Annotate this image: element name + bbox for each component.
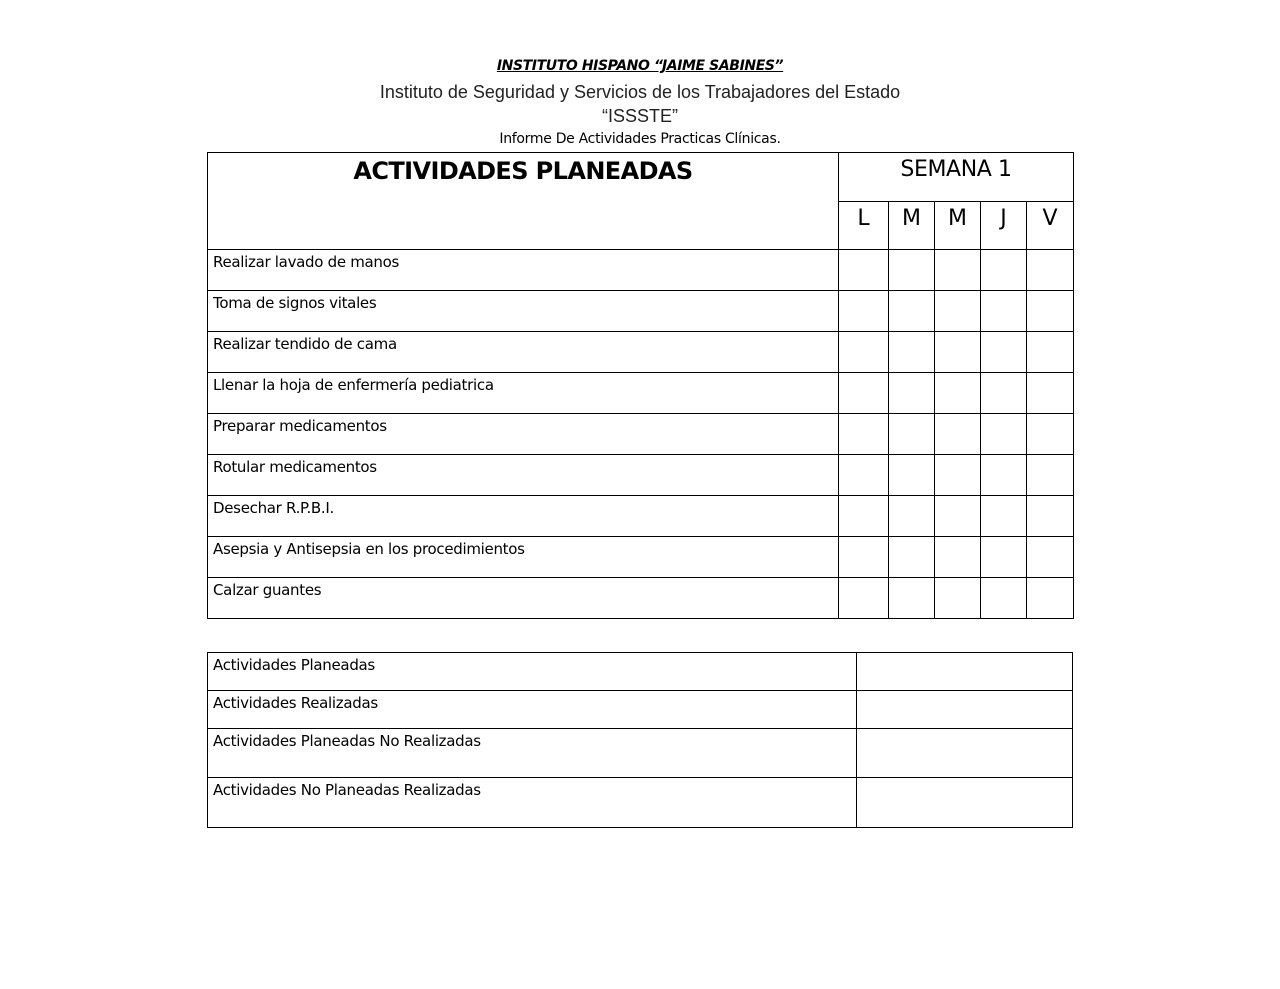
- institute-acronym: “ISSSTE”: [601, 106, 678, 126]
- week-heading: SEMANA 1: [900, 157, 1012, 182]
- table-row: [208, 332, 1074, 373]
- activity-label: Desechar R.P.B.I.: [208, 496, 839, 537]
- summary-label: Actividades No Planeadas Realizadas: [208, 778, 857, 828]
- day-column-header: [935, 201, 981, 250]
- day-check-cell[interactable]: [889, 455, 935, 496]
- day-check-cell[interactable]: [889, 373, 935, 414]
- day-check-cell[interactable]: [1027, 373, 1074, 414]
- day-label: M: [902, 205, 921, 231]
- summary-value-cell[interactable]: [857, 778, 1073, 828]
- table-row: [208, 729, 1073, 778]
- day-check-cell[interactable]: [889, 537, 935, 578]
- day-check-cell[interactable]: [839, 578, 889, 619]
- summary-value-cell[interactable]: [857, 729, 1073, 778]
- day-check-cell[interactable]: [1027, 250, 1074, 291]
- day-check-cell[interactable]: [981, 455, 1027, 496]
- day-check-cell[interactable]: [839, 496, 889, 537]
- activities-summary-table: [207, 652, 1073, 828]
- summary-label: Actividades Planeadas No Realizadas: [208, 729, 857, 778]
- day-check-cell[interactable]: [889, 414, 935, 455]
- activity-label: Rotular medicamentos: [208, 455, 839, 496]
- day-check-cell[interactable]: [935, 250, 981, 291]
- day-check-cell[interactable]: [981, 332, 1027, 373]
- day-check-cell[interactable]: [935, 496, 981, 537]
- day-check-cell[interactable]: [1027, 537, 1074, 578]
- day-check-cell[interactable]: [889, 250, 935, 291]
- table-row: [208, 496, 1074, 537]
- activity-label: Asepsia y Antisepsia en los procedimientos: [208, 537, 839, 578]
- day-check-cell[interactable]: [889, 332, 935, 373]
- day-check-cell[interactable]: [1027, 496, 1074, 537]
- day-check-cell[interactable]: [935, 455, 981, 496]
- day-check-cell[interactable]: [981, 373, 1027, 414]
- activity-label: Realizar tendido de cama: [208, 332, 839, 373]
- summary-label: Actividades Realizadas: [208, 691, 857, 729]
- day-check-cell[interactable]: [981, 250, 1027, 291]
- day-check-cell[interactable]: [839, 250, 889, 291]
- table-row: [208, 691, 1073, 729]
- activity-label: Preparar medicamentos: [208, 414, 839, 455]
- day-check-cell[interactable]: [935, 537, 981, 578]
- day-check-cell[interactable]: [935, 291, 981, 332]
- day-check-cell[interactable]: [1027, 332, 1074, 373]
- day-check-cell[interactable]: [889, 291, 935, 332]
- day-check-cell[interactable]: [889, 578, 935, 619]
- table-row: [208, 778, 1073, 828]
- day-check-cell[interactable]: [889, 496, 935, 537]
- day-check-cell[interactable]: [839, 373, 889, 414]
- day-check-cell[interactable]: [839, 291, 889, 332]
- week-heading-cell: [839, 153, 1074, 202]
- day-check-cell[interactable]: [935, 578, 981, 619]
- planned-activities-heading: ACTIVIDADES PLANEADAS: [353, 157, 693, 185]
- day-check-cell[interactable]: [1027, 414, 1074, 455]
- day-check-cell[interactable]: [1027, 291, 1074, 332]
- table-row: [208, 373, 1074, 414]
- table-row: [208, 291, 1074, 332]
- report-title: Informe De Actividades Practicas Clínicas.: [499, 131, 781, 147]
- day-label: V: [1042, 205, 1058, 231]
- planned-activities-table: [207, 152, 1074, 619]
- summary-label: Actividades Planeadas: [208, 653, 857, 691]
- day-column-header: [981, 201, 1027, 250]
- day-check-cell[interactable]: [839, 537, 889, 578]
- day-column-header: [1027, 201, 1074, 250]
- day-column-header: [889, 201, 935, 250]
- day-check-cell[interactable]: [981, 578, 1027, 619]
- summary-value-cell[interactable]: [857, 653, 1073, 691]
- day-check-cell[interactable]: [839, 414, 889, 455]
- planned-activities-heading-cell: [208, 153, 839, 250]
- day-check-cell[interactable]: [935, 414, 981, 455]
- day-label: M: [948, 205, 967, 231]
- day-check-cell[interactable]: [1027, 455, 1074, 496]
- table-row: [208, 578, 1074, 619]
- day-check-cell[interactable]: [981, 496, 1027, 537]
- table-row: [208, 414, 1074, 455]
- day-label: L: [857, 205, 870, 231]
- day-check-cell[interactable]: [981, 414, 1027, 455]
- school-title: INSTITUTO HISPANO “JAIME SABINES”: [496, 58, 784, 74]
- activity-label: Calzar guantes: [208, 578, 839, 619]
- day-label: J: [1000, 205, 1007, 231]
- table-row: [208, 455, 1074, 496]
- day-check-cell[interactable]: [839, 332, 889, 373]
- day-check-cell[interactable]: [981, 537, 1027, 578]
- table-row: [208, 653, 1073, 691]
- day-check-cell[interactable]: [935, 332, 981, 373]
- day-check-cell[interactable]: [935, 373, 981, 414]
- table-row: [208, 250, 1074, 291]
- table-row: [208, 537, 1074, 578]
- summary-value-cell[interactable]: [857, 691, 1073, 729]
- day-column-header: [839, 201, 889, 250]
- institute-name: Instituto de Seguridad y Servicios de los Trabajadores del Estado: [379, 82, 901, 102]
- activity-label: Toma de signos vitales: [208, 291, 839, 332]
- activity-label: Realizar lavado de manos: [208, 250, 839, 291]
- day-check-cell[interactable]: [839, 455, 889, 496]
- day-check-cell[interactable]: [981, 291, 1027, 332]
- day-check-cell[interactable]: [1027, 578, 1074, 619]
- activity-label: Llenar la hoja de enfermería pediatrica: [208, 373, 839, 414]
